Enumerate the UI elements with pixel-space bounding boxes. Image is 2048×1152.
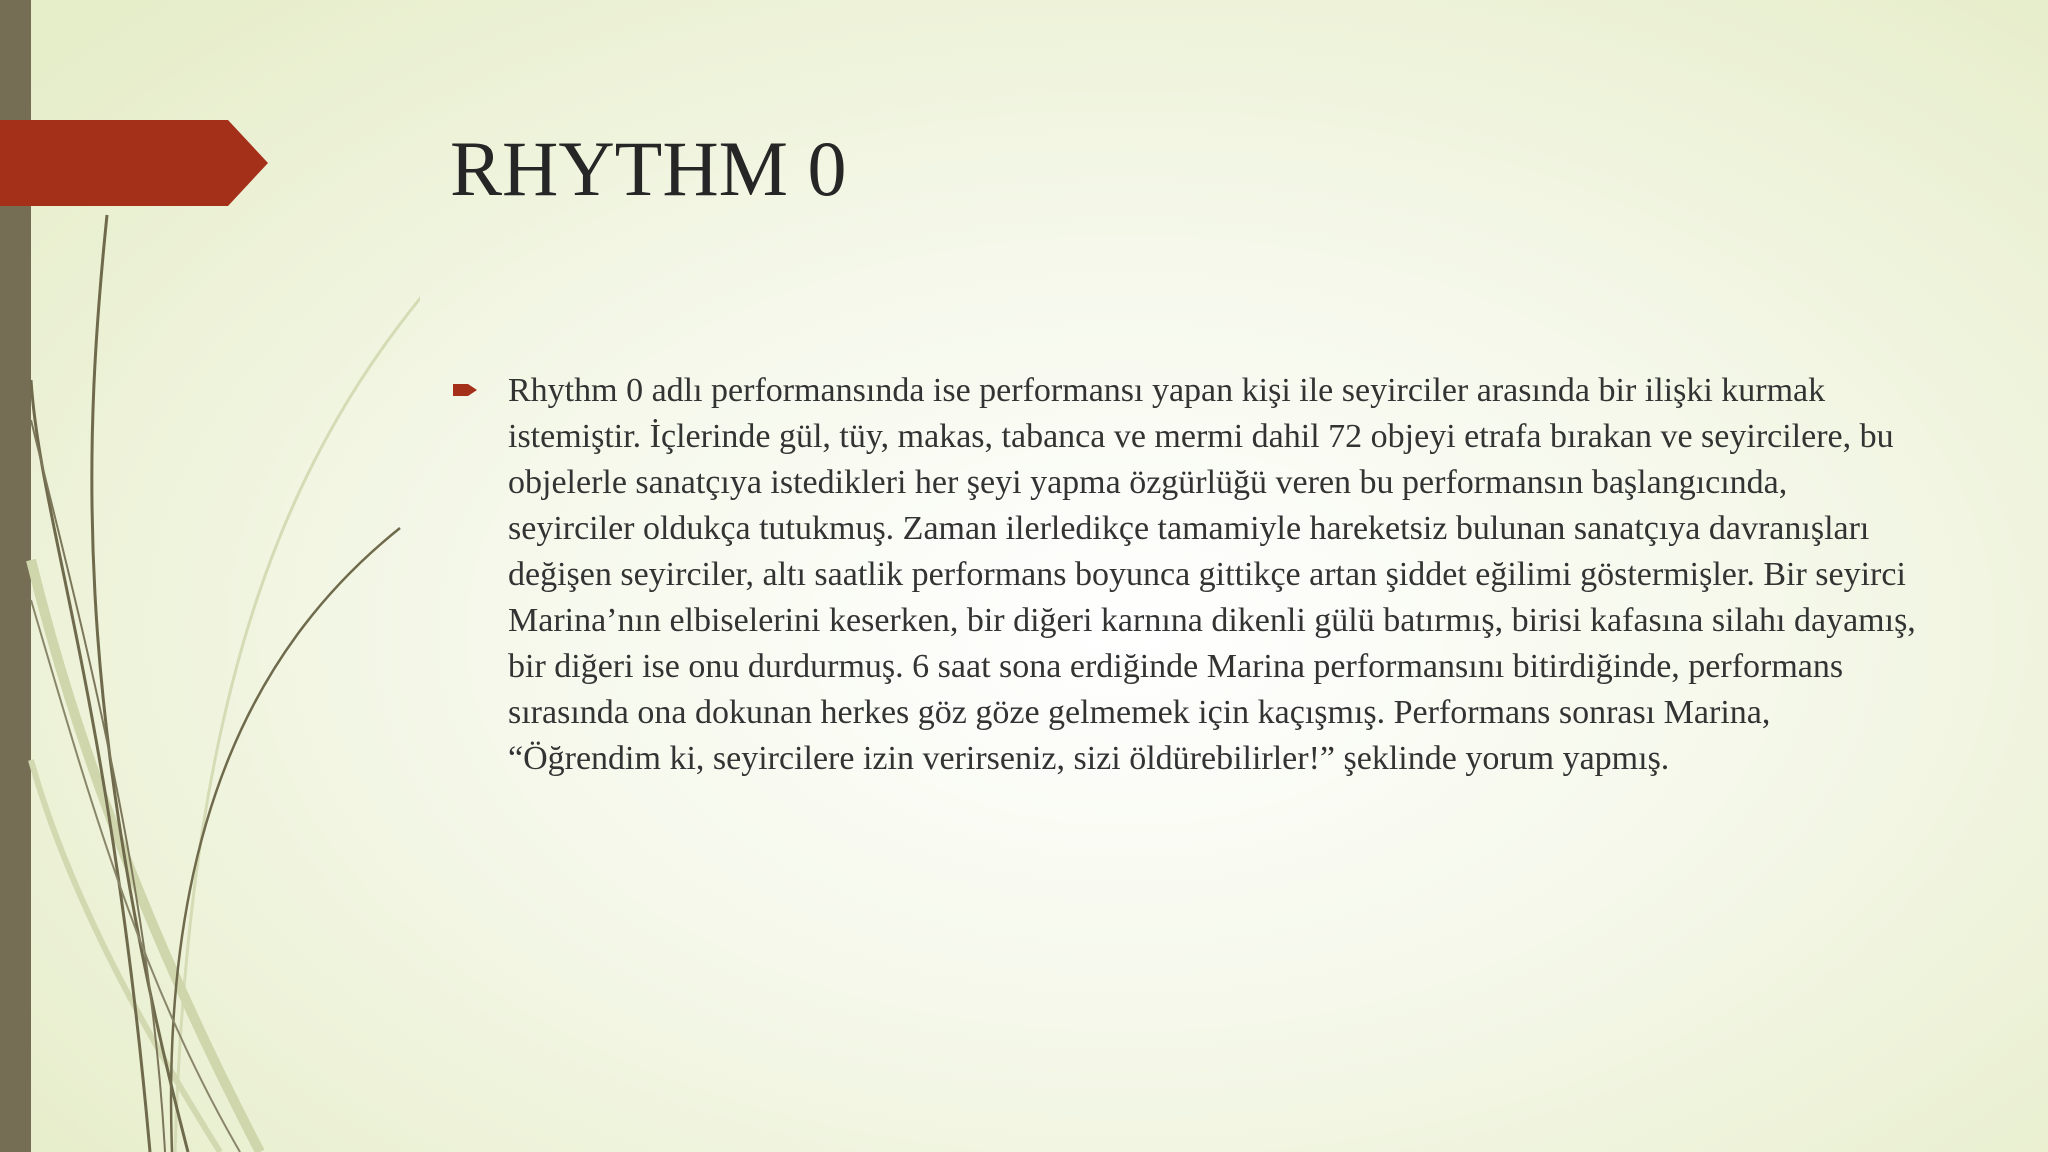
slide-title: RHYTHM 0 bbox=[450, 125, 847, 212]
grass-stroke bbox=[175, 230, 420, 1152]
bullet-text: Rhythm 0 adlı performansında ise performansı yapan kişi ile seyirciler arasında bir ilişki kurmak istemiştir. İçlerinde gül, tüy, makas, tabanca ve mermi dahil 72 objeyi etrafa bırakan ve seyircilere, bu objelerle sanatçıya istedikleri her şeyi yapma özgürlüğü veren bu performansın başlangıcında, seyirciler oldukça tutukmuş. Zaman ilerledikçe tamamiyle hareketsiz bulunan sanatçıya davranışları değişen seyirciler, altı saatlik performans boyunca gittikçe artan şiddet eğilimi göstermişler. Bir seyirci Marina’nın elbiselerini keserken, bir diğeri karnına dikenli gülü batırmış, birisi kafasına silahı dayamış, bir diğeri ise onu durdurmuş. 6 saat sona erdiğinde Marina performansını bitirdiğinde, performans sırasında ona dokunan herkes göz göze gelmemek için kaçışmış. Performans sonrası Marina, “Öğrendim ki, seyircilere izin verirseniz, sizi öldürebilirler!” şeklinde yorum yapmış. bbox=[508, 372, 1916, 777]
bullet-item bbox=[450, 368, 1920, 782]
slide-body bbox=[450, 368, 1920, 782]
grass-stroke bbox=[171, 528, 400, 1152]
grass-stroke bbox=[31, 760, 220, 1152]
arrow-bullet-icon bbox=[453, 382, 477, 398]
title-arrow-tab bbox=[0, 120, 270, 206]
